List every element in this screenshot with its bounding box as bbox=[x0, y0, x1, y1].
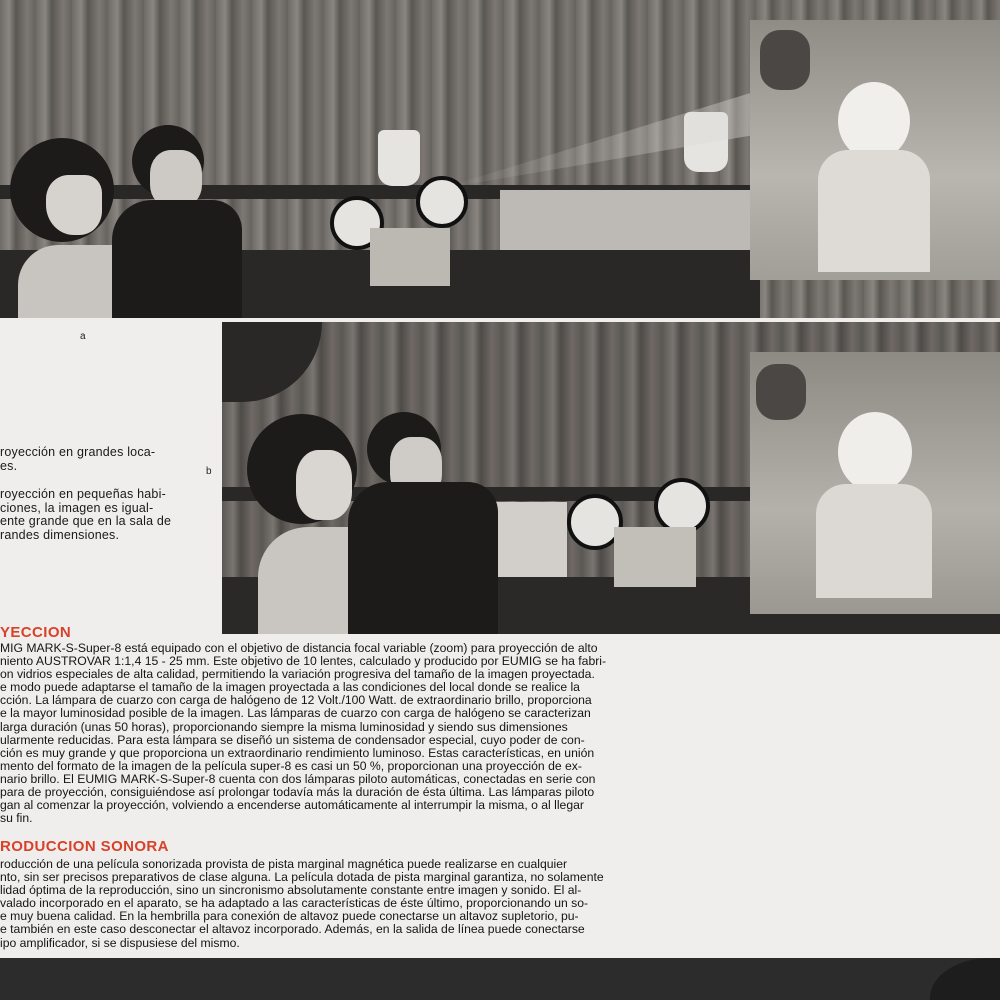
section-body-proyeccion bbox=[0, 642, 1000, 825]
caption-a-line: es. bbox=[0, 458, 18, 473]
page-bottom-edge bbox=[0, 958, 1000, 1000]
body-line: ción es muy grande y que proporciona un extraordinario rendimiento luminoso. Estas características, en unión bbox=[0, 746, 595, 760]
photo-a-label: a bbox=[80, 331, 86, 342]
body-line: niento AUSTROVAR 1:1,4 15 - 25 mm. Este objetivo de 10 lentes, calculado y producido por EUMIG se ha fabri- bbox=[0, 655, 607, 669]
body-line: para de proyección, consiguiéndose así prolongar todavía más la duración de ésta última. Las lámparas piloto bbox=[0, 786, 595, 800]
body-line: roducción de una película sonorizada provista de pista marginal magnética puede realizarse en cualquier bbox=[0, 858, 568, 871]
caption-a bbox=[0, 446, 155, 473]
body-line: ularmente reducidas. Para esta lámpara se diseñó un sistema de condensador especial, cuyo poder de con- bbox=[0, 733, 585, 747]
body-line: e modo puede adaptarse el tamaño de la imagen proyectada a las condiciones del local donde se realice la bbox=[0, 681, 580, 695]
caption-b-line: ciones, la imagen es igual- bbox=[0, 500, 154, 515]
body-line: su fin. bbox=[0, 812, 33, 826]
body-line: mento del formato de la imagen de la película super-8 es casi un 50 %, proporcionan una proyección de ex- bbox=[0, 759, 582, 773]
caption-a-line: royección en grandes loca- bbox=[0, 445, 156, 459]
body-line: larga duración (unas 50 horas), proporcionando siempre la misma luminosidad y siendo sus dimensiones bbox=[0, 720, 568, 734]
body-line: cción. La lámpara de cuarzo con carga de halógeno de 12 Volt./100 Watt. de extraordinario brillo, proporciona bbox=[0, 694, 592, 708]
photo-a bbox=[0, 0, 1000, 318]
body-line: nario brillo. El EUMIG MARK-S-Super-8 cuenta con dos lámparas piloto automáticas, conectadas en serie con bbox=[0, 772, 596, 786]
body-line: MIG MARK-S-Super-8 está equipado con el objetivo de distancia focal variable (zoom) para proyección de alto bbox=[0, 642, 598, 655]
body-line: ipo amplificador, si se dispusiese del mismo. bbox=[0, 936, 240, 950]
body-line: lidad óptima de la reproducción, sino un sincronismo absolutamente constante entre imagen y sonido. El al- bbox=[0, 884, 582, 898]
body-line: on vidrios especiales de alta calidad, permitiendo la variación progresiva del tamaño de la imagen proyectada. bbox=[0, 668, 595, 682]
body-line: e la mayor luminosidad posible de la imagen. Las lámparas de cuarzo con carga de halógeno se caracterizan bbox=[0, 707, 591, 721]
body-line: nto, sin ser precisos preparativos de clase alguna. La película dotada de pista marginal garantiza, no solamente bbox=[0, 871, 604, 885]
section-body-reproduccion-sonora bbox=[0, 858, 1000, 950]
caption-b bbox=[0, 488, 171, 542]
body-line: valado incorporado en el aparato, se ha adaptado a las características de éste último, proporcionando un so- bbox=[0, 897, 589, 911]
body-line: e también en este caso desconectar el altavoz incorporado. Además, en la salida de línea puede conectarse bbox=[0, 923, 585, 937]
section-heading-proyeccion: YECCION bbox=[0, 624, 72, 641]
caption-b-line: randes dimensiones. bbox=[0, 527, 120, 542]
body-line: gan al comenzar la proyección, volviendo a encenderse automáticamente al interrumpir la misma, o al llegar bbox=[0, 799, 584, 813]
section-heading-reproduccion-sonora: RODUCCION SONORA bbox=[0, 838, 169, 855]
photo-b-label: b bbox=[206, 466, 212, 477]
caption-b-line: royección en pequeñas habi- bbox=[0, 487, 166, 501]
photo-b bbox=[222, 322, 1000, 634]
body-line: e muy buena calidad. En la hembrilla para conexión de altavoz puede conectarse un altavoz supletorio, pu- bbox=[0, 910, 579, 924]
caption-b-line: ente grande que en la sala de bbox=[0, 514, 172, 528]
